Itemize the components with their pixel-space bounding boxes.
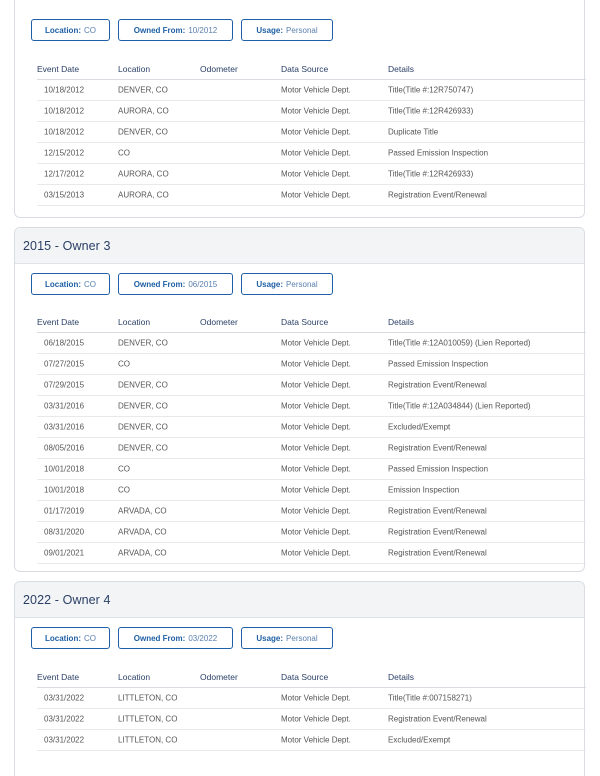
details: Passed Emission Inspection: [388, 359, 489, 369]
table-header: [37, 666, 586, 688]
col-location: Location: [118, 63, 151, 74]
col-odometer: Odometer: [200, 671, 238, 682]
col-data-source: Data Source: [281, 671, 329, 682]
owned-from-pill: Owned From: 06/2015: [118, 273, 233, 295]
data-source: Motor Vehicle Dept.: [281, 338, 351, 348]
table-row: [37, 417, 586, 438]
table-row: [37, 501, 586, 522]
details: Title(Title #:12A010059) (Lien Reported): [388, 338, 531, 348]
col-data-source: Data Source: [281, 316, 329, 327]
details: Registration Event/Renewal: [388, 506, 487, 516]
data-source: Motor Vehicle Dept.: [281, 359, 351, 369]
data-source: Motor Vehicle Dept.: [281, 401, 351, 411]
location: CO: [118, 148, 130, 158]
data-source: Motor Vehicle Dept.: [281, 127, 351, 137]
event-date: 03/31/2016: [44, 422, 85, 432]
section-header: [15, 228, 584, 264]
table-row: [37, 122, 586, 143]
data-source: Motor Vehicle Dept.: [281, 714, 351, 724]
location-pill: Location: CO: [31, 627, 110, 649]
table-row: [37, 543, 586, 564]
event-date: 03/15/2013: [44, 190, 85, 200]
table-row: [37, 709, 586, 730]
col-data-source: Data Source: [281, 63, 329, 74]
col-event-date: Event Date: [37, 671, 80, 682]
table-row: [37, 354, 586, 375]
col-details: Details: [388, 63, 414, 74]
table-row: [37, 438, 586, 459]
data-source: Motor Vehicle Dept.: [281, 527, 351, 537]
details: Passed Emission Inspection: [388, 464, 489, 474]
event-date: 03/31/2016: [44, 401, 85, 411]
location: LITTLETON, CO: [118, 735, 178, 745]
location-pill: Location: CO: [31, 19, 110, 41]
data-source: Motor Vehicle Dept.: [281, 148, 351, 158]
event-date: 10/18/2012: [44, 127, 85, 137]
section-title: 2015 - Owner 3: [23, 238, 111, 253]
event-date: 08/05/2016: [44, 443, 85, 453]
location: LITTLETON, CO: [118, 693, 178, 703]
table-header: [37, 58, 586, 80]
ownership-summary: [31, 627, 333, 649]
usage-pill: Usage: Personal: [241, 273, 333, 295]
details: Title(Title #:12R426933): [388, 169, 474, 179]
location: ARVADA, CO: [118, 527, 167, 537]
table-row: [37, 522, 586, 543]
event-date: 12/15/2012: [44, 148, 85, 158]
details: Registration Event/Renewal: [388, 527, 487, 537]
data-source: Motor Vehicle Dept.: [281, 422, 351, 432]
location: DENVER, CO: [118, 85, 168, 95]
table-row: [37, 375, 586, 396]
section-header: [15, 582, 584, 618]
ownership-summary: [31, 19, 333, 41]
details: Title(Title #:007158271): [388, 693, 472, 703]
table-row: [37, 396, 586, 417]
table-row: [37, 480, 586, 501]
data-source: Motor Vehicle Dept.: [281, 169, 351, 179]
details: Emission Inspection: [388, 485, 460, 495]
location: AURORA, CO: [118, 190, 169, 200]
event-date: 10/18/2012: [44, 85, 85, 95]
location: LITTLETON, CO: [118, 714, 178, 724]
data-source: Motor Vehicle Dept.: [281, 506, 351, 516]
location: AURORA, CO: [118, 106, 169, 116]
usage-pill: Usage: Personal: [241, 19, 333, 41]
event-date: 10/18/2012: [44, 106, 85, 116]
location: DENVER, CO: [118, 338, 168, 348]
location: CO: [118, 359, 130, 369]
location: DENVER, CO: [118, 380, 168, 390]
col-location: Location: [118, 671, 151, 682]
ownership-summary: [31, 273, 333, 295]
section-title: 2022 - Owner 4: [23, 592, 111, 607]
table-row: [37, 185, 586, 206]
event-date: 03/31/2022: [44, 693, 85, 703]
owner-section-1: [14, 0, 585, 218]
data-source: Motor Vehicle Dept.: [281, 485, 351, 495]
usage-pill: Usage: Personal: [241, 627, 333, 649]
data-source: Motor Vehicle Dept.: [281, 693, 351, 703]
table-row: [37, 459, 586, 480]
details: Registration Event/Renewal: [388, 380, 487, 390]
details: Passed Emission Inspection: [388, 148, 489, 158]
data-source: Motor Vehicle Dept.: [281, 85, 351, 95]
event-date: 10/01/2018: [44, 464, 85, 474]
event-date: 07/29/2015: [44, 380, 85, 390]
details: Title(Title #:12R426933): [388, 106, 474, 116]
col-odometer: Odometer: [200, 316, 238, 327]
col-event-date: Event Date: [37, 316, 80, 327]
data-source: Motor Vehicle Dept.: [281, 464, 351, 474]
owner-section-3: [14, 581, 585, 776]
owner-section-2: [14, 227, 585, 572]
event-date: 12/17/2012: [44, 169, 85, 179]
owned-from-pill: Owned From: 10/2012: [118, 19, 233, 41]
data-source: Motor Vehicle Dept.: [281, 380, 351, 390]
history-table: [37, 666, 586, 751]
table-row: [37, 101, 586, 122]
col-details: Details: [388, 671, 414, 682]
history-table: [37, 58, 586, 206]
data-source: Motor Vehicle Dept.: [281, 735, 351, 745]
location: DENVER, CO: [118, 127, 168, 137]
event-date: 03/31/2022: [44, 735, 85, 745]
details: Excluded/Exempt: [388, 422, 451, 432]
event-date: 06/18/2015: [44, 338, 85, 348]
details: Registration Event/Renewal: [388, 190, 487, 200]
event-date: 07/27/2015: [44, 359, 85, 369]
col-event-date: Event Date: [37, 63, 80, 74]
owned-from-pill: Owned From: 03/2022: [118, 627, 233, 649]
location: ARVADA, CO: [118, 506, 167, 516]
event-date: 01/17/2019: [44, 506, 85, 516]
col-details: Details: [388, 316, 414, 327]
details: Title(Title #:12R750747): [388, 85, 474, 95]
table-row: [37, 688, 586, 709]
location: DENVER, CO: [118, 422, 168, 432]
details: Registration Event/Renewal: [388, 443, 487, 453]
location: ARVADA, CO: [118, 548, 167, 558]
details: Duplicate Title: [388, 127, 439, 137]
table-row: [37, 333, 586, 354]
table-header: [37, 311, 586, 333]
event-date: 08/31/2020: [44, 527, 85, 537]
location: CO: [118, 485, 130, 495]
location: DENVER, CO: [118, 401, 168, 411]
table-row: [37, 80, 586, 101]
location: AURORA, CO: [118, 169, 169, 179]
details: Title(Title #:12A034844) (Lien Reported): [388, 401, 531, 411]
location-pill: Location: CO: [31, 273, 110, 295]
location: DENVER, CO: [118, 443, 168, 453]
details: Excluded/Exempt: [388, 735, 451, 745]
event-date: 09/01/2021: [44, 548, 85, 558]
table-row: [37, 164, 586, 185]
event-date: 03/31/2022: [44, 714, 85, 724]
col-odometer: Odometer: [200, 63, 238, 74]
col-location: Location: [118, 316, 151, 327]
table-row: [37, 730, 586, 751]
location: CO: [118, 464, 130, 474]
details: Registration Event/Renewal: [388, 548, 487, 558]
event-date: 10/01/2018: [44, 485, 85, 495]
table-row: [37, 143, 586, 164]
history-table: [37, 311, 586, 564]
details: Registration Event/Renewal: [388, 714, 487, 724]
data-source: Motor Vehicle Dept.: [281, 443, 351, 453]
data-source: Motor Vehicle Dept.: [281, 190, 351, 200]
data-source: Motor Vehicle Dept.: [281, 106, 351, 116]
data-source: Motor Vehicle Dept.: [281, 548, 351, 558]
